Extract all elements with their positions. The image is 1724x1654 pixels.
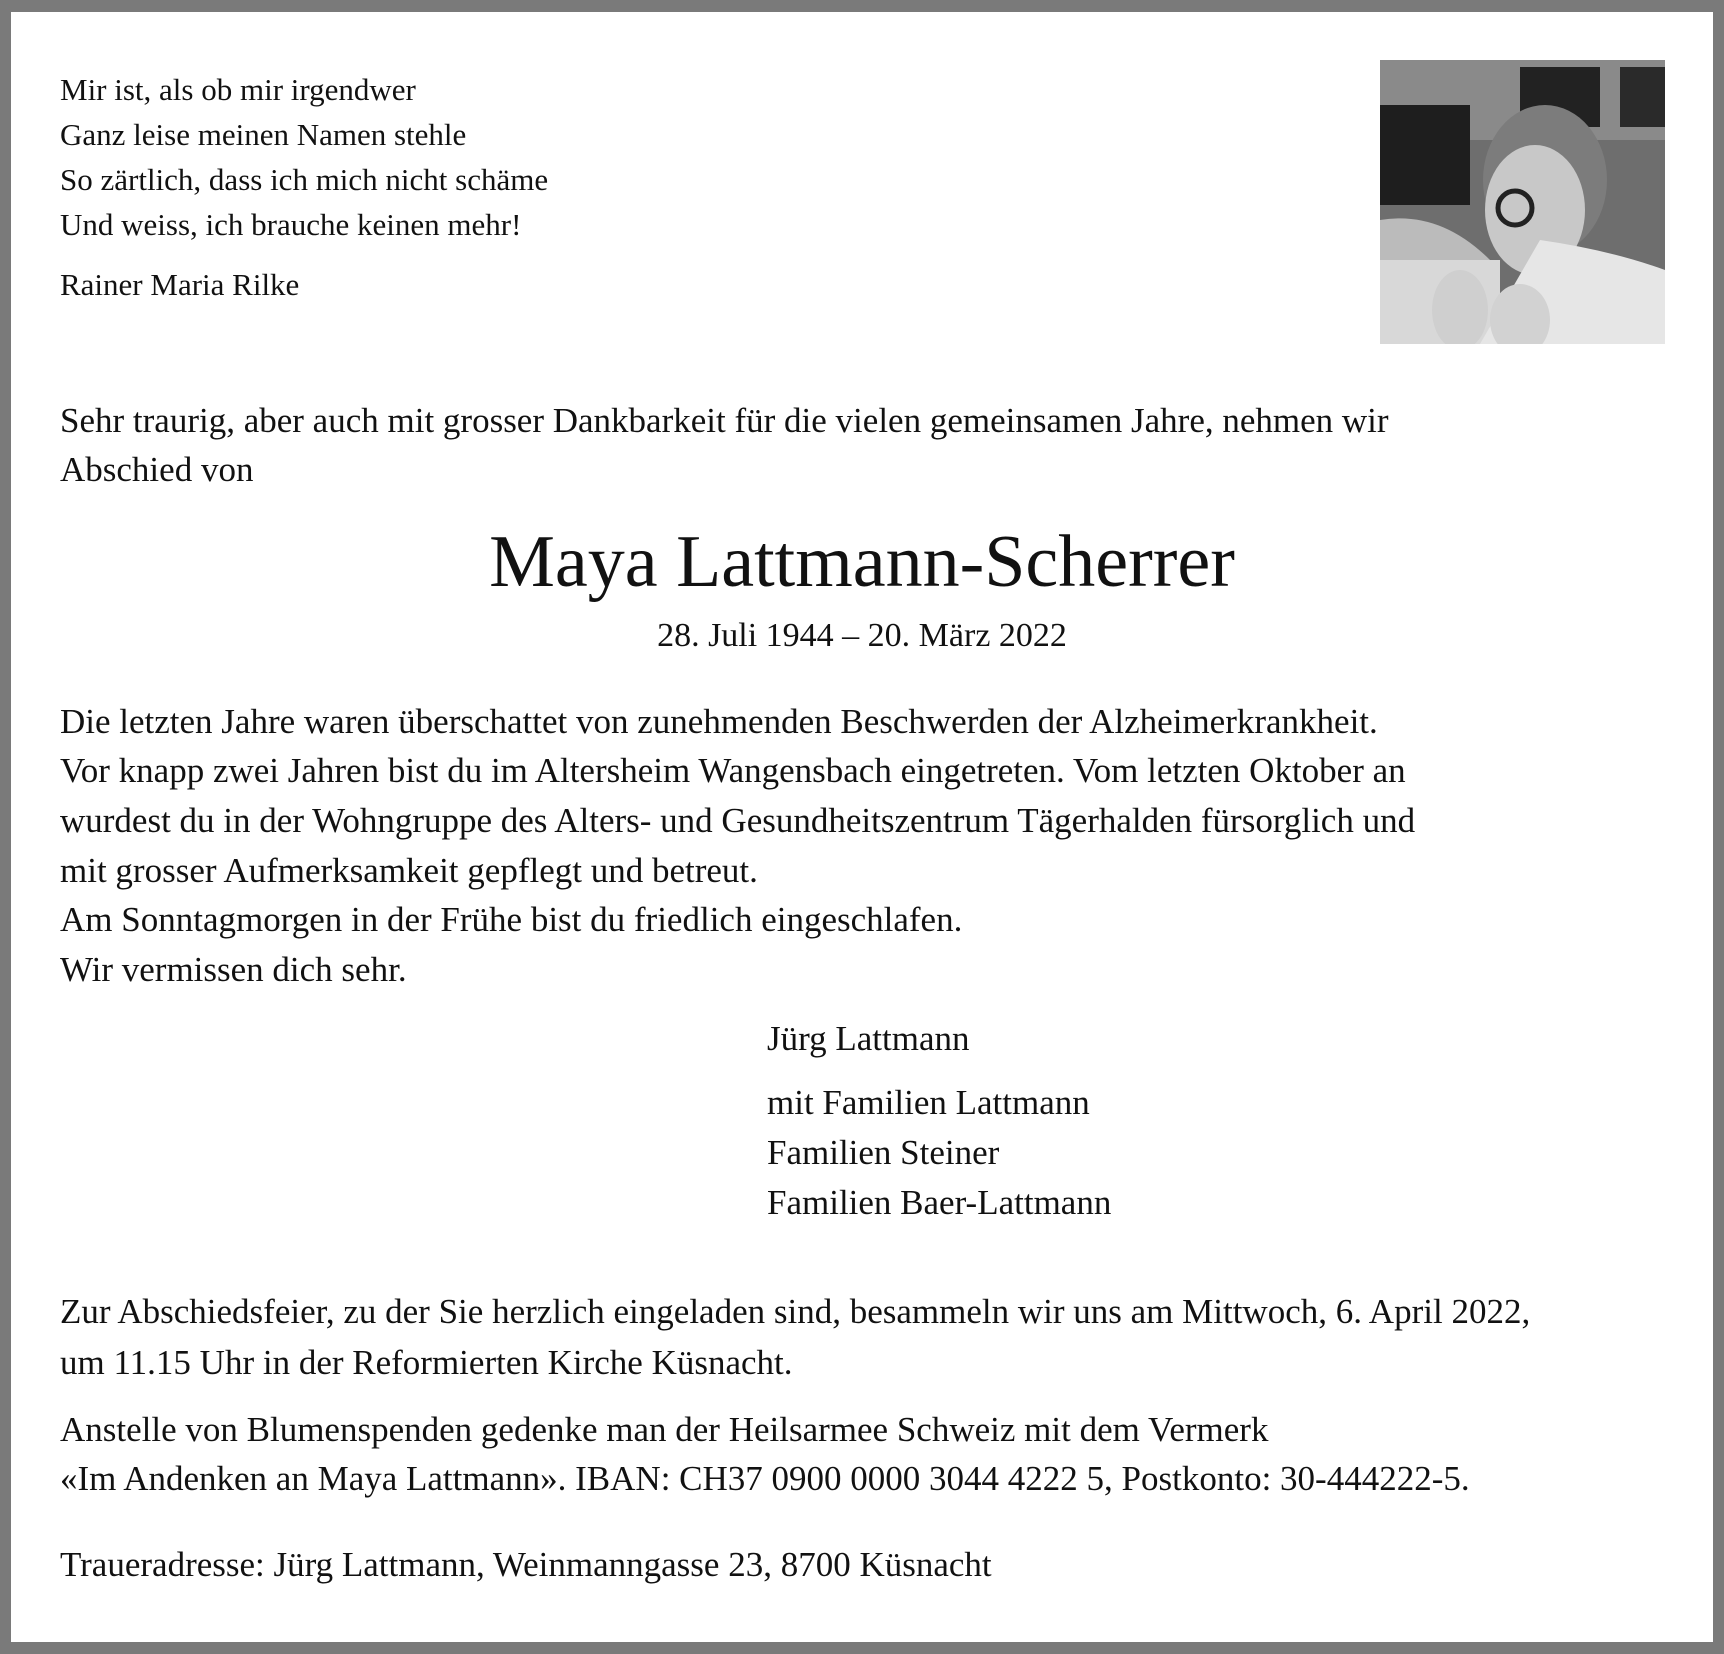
body-line: Die letzten Jahre waren überschattet von zunehmenden Beschwerden der Alzheimerkrankheit.	[60, 702, 1378, 741]
body-line: wurdest du in der Wohngruppe des Alters- und Gesundheitszentrum Tägerhalden fürsorglich und	[60, 801, 1416, 840]
poem-line: Mir ist, als ob mir irgendwer	[60, 72, 416, 107]
poem-line: Ganz leise meinen Namen stehle	[60, 117, 467, 152]
signature-main: Jürg Lattmann	[767, 1019, 970, 1058]
intro-line: Abschied von	[60, 450, 254, 489]
deceased-name: Maya Lattmann-Scherrer	[489, 521, 1235, 603]
signature-family: mit Familien Lattmann	[767, 1083, 1090, 1122]
body-line: Vor knapp zwei Jahren bist du im Altersheim Wangensbach eingetreten. Vom letzten Oktober an	[60, 751, 1406, 790]
ceremony-line: um 11.15 Uhr in der Reformierten Kirche Küsnacht.	[60, 1343, 793, 1382]
portrait-photo	[1380, 60, 1665, 344]
poem-author: Rainer Maria Rilke	[60, 267, 300, 302]
intro-line: Sehr traurig, aber auch mit grosser Dankbarkeit für die vielen gemeinsamen Jahre, nehmen wir	[60, 401, 1389, 440]
donation-line: «Im Andenken an Maya Lattmann». IBAN: CH37 0900 0000 3044 4222 5, Postkonto: 30-444222-5.	[60, 1459, 1470, 1498]
obituary-page	[11, 12, 1713, 1642]
poem-line: Und weiss, ich brauche keinen mehr!	[60, 207, 522, 242]
body-line: Wir vermissen dich sehr.	[60, 950, 407, 989]
donation-line: Anstelle von Blumenspenden gedenke man der Heilsarmee Schweiz mit dem Vermerk	[60, 1410, 1269, 1449]
mourning-address: Traueradresse: Jürg Lattmann, Weinmanngasse 23, 8700 Küsnacht	[60, 1545, 992, 1584]
body-line: mit grosser Aufmerksamkeit gepflegt und betreut.	[60, 851, 758, 890]
life-dates: 28. Juli 1944 – 20. März 2022	[657, 617, 1067, 654]
signature-family: Familien Steiner	[767, 1133, 1000, 1172]
poem-line: So zärtlich, dass ich mich nicht schäme	[60, 162, 549, 197]
body-line: Am Sonntagmorgen in der Frühe bist du friedlich eingeschlafen.	[60, 900, 963, 939]
signature-family: Familien Baer-Lattmann	[767, 1183, 1112, 1222]
ceremony-line: Zur Abschiedsfeier, zu der Sie herzlich eingeladen sind, besammeln wir uns am Mittwoch, 6. April 2022,	[60, 1292, 1531, 1331]
